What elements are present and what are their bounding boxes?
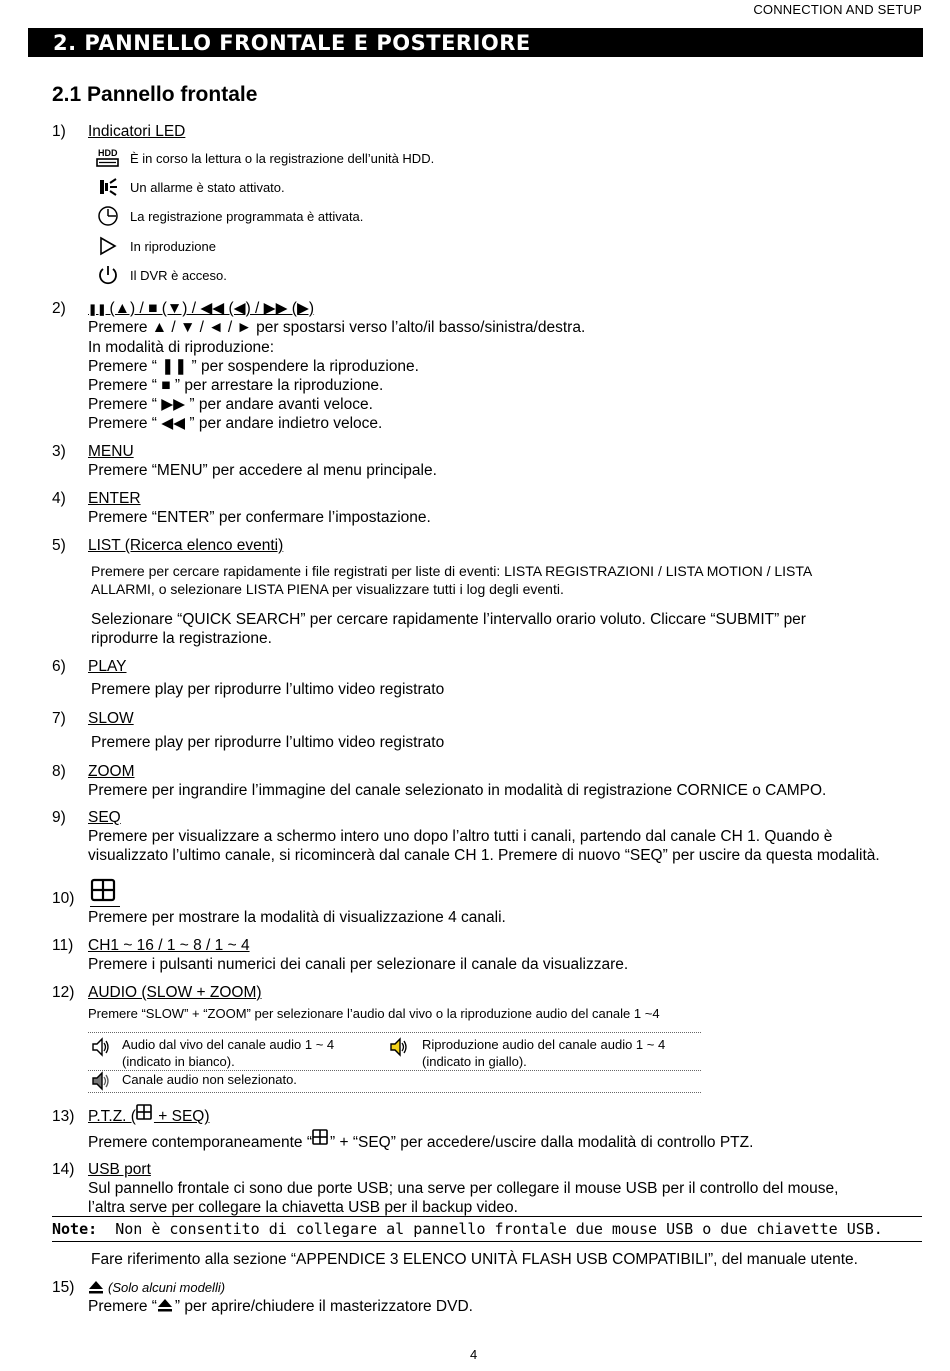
item-title-slow: SLOW (88, 710, 134, 727)
body-line: Premere i pulsanti numerici dei canali per selezionare il canale da visualizzare. (88, 956, 629, 973)
arrow-keys-label: (▲) / ■ (▼) / ◀◀ (◀) / ▶▶ (▶) (109, 300, 315, 317)
eject-text-pre: Premere “ (88, 1298, 157, 1315)
audio-cell: Canale audio non selezionato. (122, 1072, 297, 1087)
body-line: In modalità di riproduzione: (88, 339, 275, 356)
audio-playback-icon (388, 1037, 410, 1062)
item-number: 9) (52, 809, 66, 826)
body-line (88, 1133, 753, 1152)
svg-text:HDD: HDD (98, 148, 118, 158)
ptz-title-post: + SEQ) (153, 1108, 210, 1125)
note-label: Note: (52, 1220, 98, 1238)
page-number: 4 (470, 1347, 478, 1362)
pause-icon: ❚❚ (88, 304, 110, 316)
audio-cell-line: (indicato in bianco). (122, 1054, 235, 1069)
body-line: Selezionare “QUICK SEARCH” per cercare rapidamente l’intervallo orario voluto. Cliccare “SUBMIT” per (91, 611, 806, 628)
led-text: È in corso la lettura o la registrazione dell’unità HDD. (130, 151, 435, 166)
item-number: 8) (52, 763, 66, 780)
body-line: Premere “MENU” per accedere al menu principale. (88, 462, 437, 479)
section-title: 2.1 Pannello frontale (52, 83, 258, 106)
item-title-zoom: ZOOM (88, 763, 135, 780)
item-title-play: PLAY (88, 658, 127, 675)
audio-cell-line: Audio dal vivo del canale audio 1 ~ 4 (122, 1037, 335, 1052)
item-title-arrows (88, 299, 314, 320)
power-icon (96, 264, 122, 286)
item-number: 4) (52, 490, 66, 507)
item-title-usb: USB port (88, 1161, 151, 1178)
body-line: Premere per cercare rapidamente i file registrati per liste di eventi: LISTA REGISTRAZIONI / LISTA MOTION / LISTA (91, 563, 813, 579)
body-line: Sul pannello frontale ci sono due porte USB; una serve per collegare il mouse USB per il controllo del mouse, (88, 1180, 839, 1197)
item-number: 6) (52, 658, 66, 675)
clock-icon (96, 205, 122, 227)
ptz-text-pre: Premere contemporaneamente “ (88, 1134, 313, 1151)
body-line: Premere “ ▶▶ ” per andare avanti veloce. (88, 396, 373, 413)
eject-icon (157, 1297, 175, 1313)
audio-cell-line: (indicato in giallo). (422, 1054, 527, 1069)
item-number: 15) (52, 1279, 75, 1296)
audio-off-icon (90, 1071, 112, 1096)
item-title-list: LIST (Ricerca elenco eventi) (88, 537, 284, 554)
body-line (88, 1297, 473, 1316)
body-line: Premere “SLOW” + “ZOOM” per selezionare l’audio dal vivo o la riproduzione audio del canale 1 ~4 (88, 1006, 660, 1021)
play-icon (96, 235, 122, 257)
audio-cell (122, 1036, 334, 1070)
item-number: 12) (52, 984, 75, 1001)
alarm-icon (96, 176, 122, 198)
item-number: 13) (52, 1108, 75, 1125)
body-line: ALLARMI, o selezionare LISTA PIENA per visualizzare tutti i log degli eventi. (91, 581, 564, 597)
item-title-eject: (Solo alcuni modelli) (108, 1280, 226, 1295)
chapter-title: 2. PANNELLO FRONTALE E POSTERIORE (53, 31, 531, 55)
item-title-menu: MENU (88, 443, 134, 460)
item-number: 10) (52, 890, 75, 907)
item-number: 2) (52, 300, 66, 317)
note-rule-top (52, 1216, 922, 1217)
item-title-enter: ENTER (88, 490, 141, 507)
eject-text-post: ” per aprire/chiudere il masterizzatore DVD. (174, 1298, 473, 1315)
item-title-ptz (88, 1107, 210, 1126)
led-text: La registrazione programmata è attivata. (130, 209, 364, 224)
quad-view-icon (136, 1104, 154, 1120)
body-line: visualizzato l’ultimo canale, si ricomincerà dal canale CH 1. Premere di nuovo “SEQ” per uscire da questa modalità. (88, 847, 880, 864)
running-header: CONNECTION AND SETUP (753, 2, 922, 17)
table-rule (88, 1032, 701, 1033)
body-line: Premere “ ◀◀ ” per andare indietro veloce. (88, 415, 383, 432)
hdd-icon (96, 147, 122, 169)
led-text: In riproduzione (130, 239, 216, 254)
body-line: Premere “ ❚❚ ” per sospendere la riproduzione. (88, 358, 419, 375)
body-line: Premere “ENTER” per confermare l’impostazione. (88, 509, 431, 526)
speaker-shape (93, 1039, 102, 1055)
item-number: 14) (52, 1161, 75, 1178)
item-number: 7) (52, 710, 66, 727)
body-line: Premere “ ■ ” per arrestare la riproduzione. (88, 377, 384, 394)
item-title-channels: CH1 ~ 16 / 1 ~ 8 / 1 ~ 4 (88, 937, 250, 954)
item-number: 3) (52, 443, 66, 460)
body-line: Premere per ingrandire l’immagine del canale selezionato in modalità di registrazione CORNICE o CAMPO. (88, 782, 827, 799)
note-rule-bottom (52, 1241, 922, 1242)
audio-cell-line: Riproduzione audio del canale audio 1 ~ 4 (422, 1037, 666, 1052)
quad-view-icon (90, 878, 120, 907)
body-line: Premere ▲ / ▼ / ◄ / ► per spostarsi verso l’alto/il basso/sinistra/destra. (88, 319, 586, 336)
quad-view-icon (312, 1129, 330, 1145)
item-number: 1) (52, 123, 66, 140)
note (52, 1220, 883, 1238)
item-number: 11) (52, 937, 74, 954)
body-line: Premere play per riprodurre l’ultimo video registrato (91, 681, 445, 698)
ptz-text-post: ” + “SEQ” per accedere/uscire dalla modalità di controllo PTZ. (330, 1134, 754, 1151)
body-line: Fare riferimento alla sezione “APPENDICE 3 ELENCO UNITÀ FLASH USB COMPATIBILI”, del manuale utente. (91, 1251, 858, 1268)
body-line: Premere per mostrare la modalità di visualizzazione 4 canali. (88, 909, 506, 926)
ptz-title-pre: P.T.Z. ( (88, 1108, 136, 1125)
item-title-led: Indicatori LED (88, 123, 186, 140)
body-line: l’altra serve per collegare la chiavetta USB per il backup video. (88, 1199, 518, 1216)
audio-cell (422, 1036, 665, 1070)
item-number: 5) (52, 537, 66, 554)
led-text: Un allarme è stato attivato. (130, 180, 285, 195)
led-text: Il DVR è acceso. (130, 268, 227, 283)
item-title-seq: SEQ (88, 809, 121, 826)
body-line: riprodurre la registrazione. (91, 630, 272, 647)
table-rule (88, 1092, 701, 1093)
body-line: Premere per visualizzare a schermo intero uno dopo l’altro tutti i canali, partendo dal canale CH 1. Quando è (88, 828, 833, 845)
item-title-audio: AUDIO (SLOW + ZOOM) (88, 984, 262, 1001)
body-line: Premere play per riprodurre l’ultimo video registrato (91, 734, 445, 751)
chapter-banner (28, 28, 923, 57)
audio-live-icon (90, 1037, 112, 1062)
note-text: Non è consentito di collegare al pannello frontale due mouse USB o due chiavette USB. (115, 1220, 883, 1238)
